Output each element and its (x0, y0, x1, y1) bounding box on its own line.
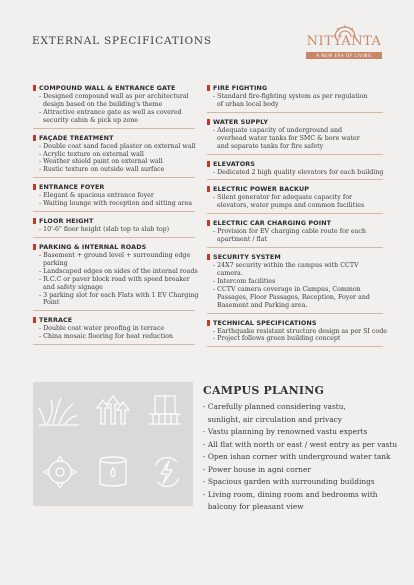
spec-section (207, 160, 383, 181)
spec-item-list (39, 325, 195, 341)
spec-item: - Project follows green building concept (213, 335, 341, 343)
spec-item-list (213, 228, 383, 244)
spec-item: - R.C.C or paver block road with speed breaker (39, 275, 190, 283)
spec-section-title-text: COMPOUND WALL & ENTRANCE GATE (39, 84, 176, 92)
spec-section (207, 253, 383, 313)
page-title: EXTERNAL SPECIFICATIONS (32, 35, 212, 47)
campus-list (203, 401, 398, 514)
spec-item: - Waiting lounge with reception and sitting area (39, 200, 193, 208)
spec-section (207, 118, 383, 155)
spec-section-title-text: FLOOR HEIGHT (39, 217, 94, 226)
balcony-icon (149, 396, 181, 424)
spec-section-title-text: ELEVATORS (213, 159, 255, 168)
spec-section-title (33, 183, 195, 191)
campus-item: - Living room, dining room and bedrooms with (203, 489, 378, 499)
section-bullet-icon (207, 320, 210, 326)
spec-item: - Earthquake resistant structure design as per SI code (213, 327, 387, 335)
spec-item: - Weather shield paint on external wall (39, 158, 163, 166)
spec-item-list (213, 194, 383, 210)
spec-section-title (33, 316, 195, 324)
campus-item: - All flat with north or east / west entry as per vastu (203, 439, 398, 449)
spec-section (33, 316, 195, 345)
logo-name: NITYANTA (306, 34, 382, 49)
spec-item: - Double coat sand faced plaster on external wall (39, 142, 196, 150)
spec-section (33, 242, 199, 311)
spec-item-list (39, 93, 195, 125)
grass-icon (39, 398, 79, 425)
water-tank-icon (100, 457, 126, 486)
header (0, 0, 414, 72)
spec-section-title-text: WATER SUPPLY (213, 117, 269, 126)
campus-item: - Vastu planning by renowned vastu experts (203, 427, 368, 436)
spec-section (33, 134, 195, 179)
spec-section-title-text: TERRACE (39, 316, 73, 325)
spec-item: - Acrylic texture on external wall (39, 150, 144, 158)
spec-item: - 10'-6" floor height (slab top to slab top) (39, 226, 170, 234)
spec-item: - Provision for EV charging cable route for each (213, 228, 366, 236)
section-bullet-icon (207, 85, 210, 91)
spec-section-title (33, 134, 195, 142)
spec-item-list (213, 169, 383, 177)
logo-tagline: A NEW ERA OF LIVING (306, 52, 382, 59)
spec-section (33, 183, 195, 212)
spec-section-title (207, 185, 383, 193)
spec-item: - 24X7 security within the campus with CCTV (213, 262, 359, 270)
section-bullet-icon (33, 317, 36, 323)
spec-item: - Silent generator for adequate capacity for (213, 194, 352, 202)
left-spec-column (33, 84, 199, 350)
spec-item: - Adequate capacity of underground and (213, 126, 343, 134)
spec-item-list (39, 251, 199, 307)
spec-item: security cabin & pick up zone (39, 116, 139, 124)
spec-item: overhead water tanks for SMC & bore water (213, 134, 360, 142)
spec-item: - Attractive entrance gate as well as covered (39, 108, 182, 116)
spec-item: and safety signage (39, 283, 103, 291)
campus-item: sunlight, air circulation and privacy (203, 414, 342, 424)
spec-item: - Standard fire-fighting system as per regulation (213, 93, 368, 100)
spec-item: - Basement + ground level + surrounding edge (39, 251, 191, 259)
campus-planning-section (203, 384, 398, 514)
spec-item: camera. (213, 269, 243, 277)
spec-section (207, 185, 383, 214)
brand-logo (304, 24, 384, 64)
spec-item: parking (39, 259, 68, 267)
spec-item: - Elegant & spacious entrance foyer (39, 192, 154, 200)
compass-icon (44, 456, 76, 488)
spec-section-title-text: ENTRANCE FOYER (39, 183, 105, 192)
spec-item-list (39, 192, 195, 208)
spec-item: - Intercom facilities (213, 277, 276, 285)
spec-item: Basement and Parking area. (213, 301, 308, 309)
spec-section-title-text: FAÇADE TREATMENT (39, 133, 114, 142)
spec-section-title (207, 118, 383, 126)
spec-section-title (33, 217, 195, 225)
section-bullet-icon (33, 244, 36, 250)
campus-title: CAMPUS PLANING (203, 384, 325, 397)
spec-item: elevators, water pumps and common facilities (213, 202, 365, 210)
campus-item: balcony for pleasant view (203, 502, 304, 511)
right-spec-column (207, 84, 387, 352)
spec-item: Passages, Floor Passages, Reception, Foyer and (213, 293, 370, 301)
spec-section-title-text: TECHNICAL SPECIFICATIONS (213, 318, 317, 327)
campus-item: - Open ishan corner with underground water tank (203, 452, 391, 461)
spec-item: and separate tanks for fire safety (213, 142, 324, 150)
spec-item: - CCTV camera coverage in Campus, Common (213, 285, 361, 293)
spec-section (33, 217, 195, 238)
spec-section-title (207, 219, 383, 227)
section-bullet-icon (207, 254, 210, 260)
spec-section-title (33, 243, 195, 251)
section-bullet-icon (33, 135, 36, 141)
spec-section-title-text: ELECTRIC CAR CHARGING POINT (213, 219, 332, 228)
spec-section-title (207, 160, 383, 168)
spec-item-list (213, 262, 383, 309)
ventilation-arrows-icon (97, 396, 129, 424)
spec-item: - Double coat water proofing in terrace (39, 325, 165, 333)
section-bullet-icon (33, 85, 36, 91)
campus-item: - Carefully planned considering vastu, (203, 402, 346, 411)
section-bullet-icon (33, 184, 36, 190)
section-bullet-icon (207, 119, 210, 125)
spec-section (33, 84, 195, 129)
spec-section (207, 219, 383, 248)
section-bullet-icon (207, 186, 210, 192)
spec-section-title-text: ELECTRIC POWER BACKUP (213, 185, 310, 194)
spec-section-title-text: PARKING & INTERNAL ROADS (39, 242, 147, 251)
spec-item: - Dedicated 2 high quality elevators for each building (213, 168, 384, 176)
amenity-icons-panel (33, 382, 193, 506)
campus-item: - Spacious garden with surrounding buildings (203, 477, 375, 486)
spec-item: apartment / flat (213, 236, 267, 244)
spec-item: - Landscaped edges on sides of the internal roads (39, 267, 198, 275)
spec-item: of urban local body (213, 100, 279, 108)
spec-section-title-text: SECURITY SYSTEM (213, 253, 281, 262)
spec-item: design based on the building's theme (39, 100, 163, 108)
spec-item-list (39, 143, 195, 175)
spec-item-list (213, 127, 383, 151)
spec-item: - China mosaic flooring for heat reduction (39, 333, 173, 341)
section-bullet-icon (33, 218, 36, 224)
spec-section (207, 318, 387, 348)
spec-section-title-text: FIRE FIGHTING (213, 84, 268, 92)
spec-section-title (207, 84, 383, 92)
spec-item-list (213, 93, 383, 109)
section-bullet-icon (207, 161, 210, 167)
spec-item: - Rustic texture on outside wall surface (39, 166, 165, 174)
spec-section-title (207, 319, 383, 327)
campus-item: - Power house in agni corner (203, 464, 311, 474)
spec-section-title (207, 253, 383, 261)
spec-section-title (33, 84, 195, 92)
section-bullet-icon (207, 220, 210, 226)
spec-item: Point (39, 299, 60, 307)
spec-item-list (213, 327, 387, 344)
spec-item-list (39, 226, 195, 234)
power-icon (155, 458, 179, 487)
spec-item: - 3 parking slot for each Flats with 1 EV Charging (39, 291, 199, 299)
spec-section (207, 84, 383, 113)
spec-item: - Designed compound wall as per architectural (39, 93, 189, 100)
